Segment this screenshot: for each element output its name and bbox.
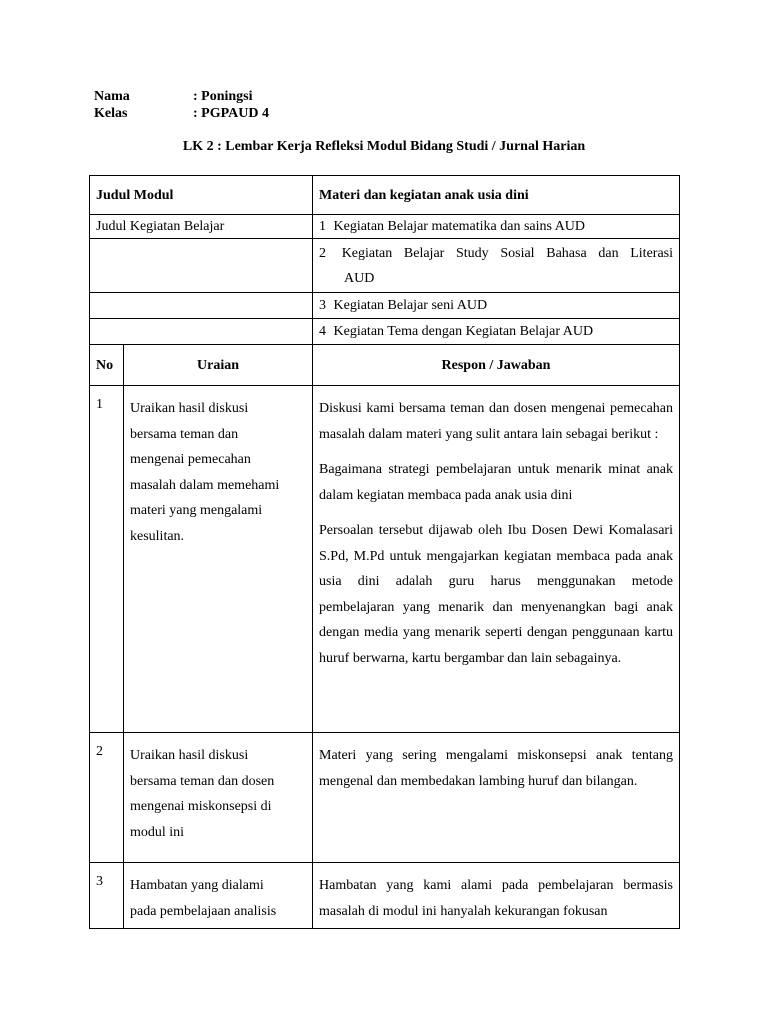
kegiatan-item: 4 Kegiatan Tema dengan Kegiatan Belajar AUD [313, 319, 680, 345]
kegiatan-row-4 [90, 319, 680, 345]
kelas-label: Kelas [94, 106, 128, 121]
respon-cell: Diskusi kami bersama teman dan dosen mengenai pemecahan masalah dalam materi yang sulit antara lain sebagai berikut : Bagaimana strategi pembelajaran untuk menarik minat anak dalam kegiatan membaca pada anak usia dini Persoalan tersebut dijawab oleh Ibu Dosen Dewi Komalasari S.Pd, M.Pd untuk mengajarkan kegiatan membaca pada anak usia dini adalah guru harus menggunakan metode pembelajaran yang menarik dan menyenangkan bagi anak dengan media yang menarik seperti dengan penggunaan kartu huruf berwarna, kartu bergambar dan lain sebagainya. [313, 386, 680, 733]
kegiatan-row-2 [90, 239, 680, 293]
module-table [89, 175, 680, 345]
respon-cell: Hambatan yang kami alami pada pembelajaran bermasis masalah di modul ini hanyalah kekurangan fokusan [313, 863, 680, 929]
table-row [90, 386, 680, 733]
nama-line [94, 88, 253, 105]
uraian-cell: Uraikan hasil diskusi bersama teman dan dosen mengenai miskonsepsi di modul ini [124, 733, 313, 863]
kelas-line [94, 105, 269, 122]
content-table [89, 344, 680, 929]
judul-kegiatan-label: Judul Kegiatan Belajar [90, 215, 313, 239]
table-row [90, 733, 680, 863]
table-row [90, 863, 680, 929]
row-number: 3 [90, 863, 124, 929]
uraian-cell: Hambatan yang dialami pada pembelajaan analisis [124, 863, 313, 929]
kegiatan-row-1 [90, 215, 680, 239]
kelas-value: : PGPAUD 4 [193, 106, 269, 121]
content-header-row [90, 345, 680, 386]
col-uraian-header: Uraian [124, 345, 313, 386]
row-number: 1 [90, 386, 124, 733]
row-number: 2 [90, 733, 124, 863]
module-header-row [90, 176, 680, 215]
nama-label: Nama [94, 89, 130, 104]
kegiatan-item: 1 Kegiatan Belajar matematika dan sains AUD [313, 215, 680, 239]
kegiatan-item: 3 Kegiatan Belajar seni AUD [313, 293, 680, 319]
kegiatan-item: 2 Kegiatan Belajar Study Sosial Bahasa dan Literasi AUD [313, 239, 680, 293]
respon-cell: Materi yang sering mengalami miskonsepsi anak tentang mengenal dan membedakan lambing huruf dan bilangan. [313, 733, 680, 863]
judul-modul-value: Materi dan kegiatan anak usia dini [313, 176, 680, 215]
col-no-header: No [90, 345, 124, 386]
nama-value: : Poningsi [193, 89, 253, 104]
uraian-cell: Uraikan hasil diskusi bersama teman dan mengenai pemecahan masalah dalam memehami materi yang mengalami kesulitan. [124, 386, 313, 733]
col-respon-header: Respon / Jawaban [313, 345, 680, 386]
judul-modul-label: Judul Modul [90, 176, 313, 215]
document-title: LK 2 : Lembar Kerja Refleksi Modul Bidang Studi / Jurnal Harian [182, 139, 586, 154]
kegiatan-row-3 [90, 293, 680, 319]
